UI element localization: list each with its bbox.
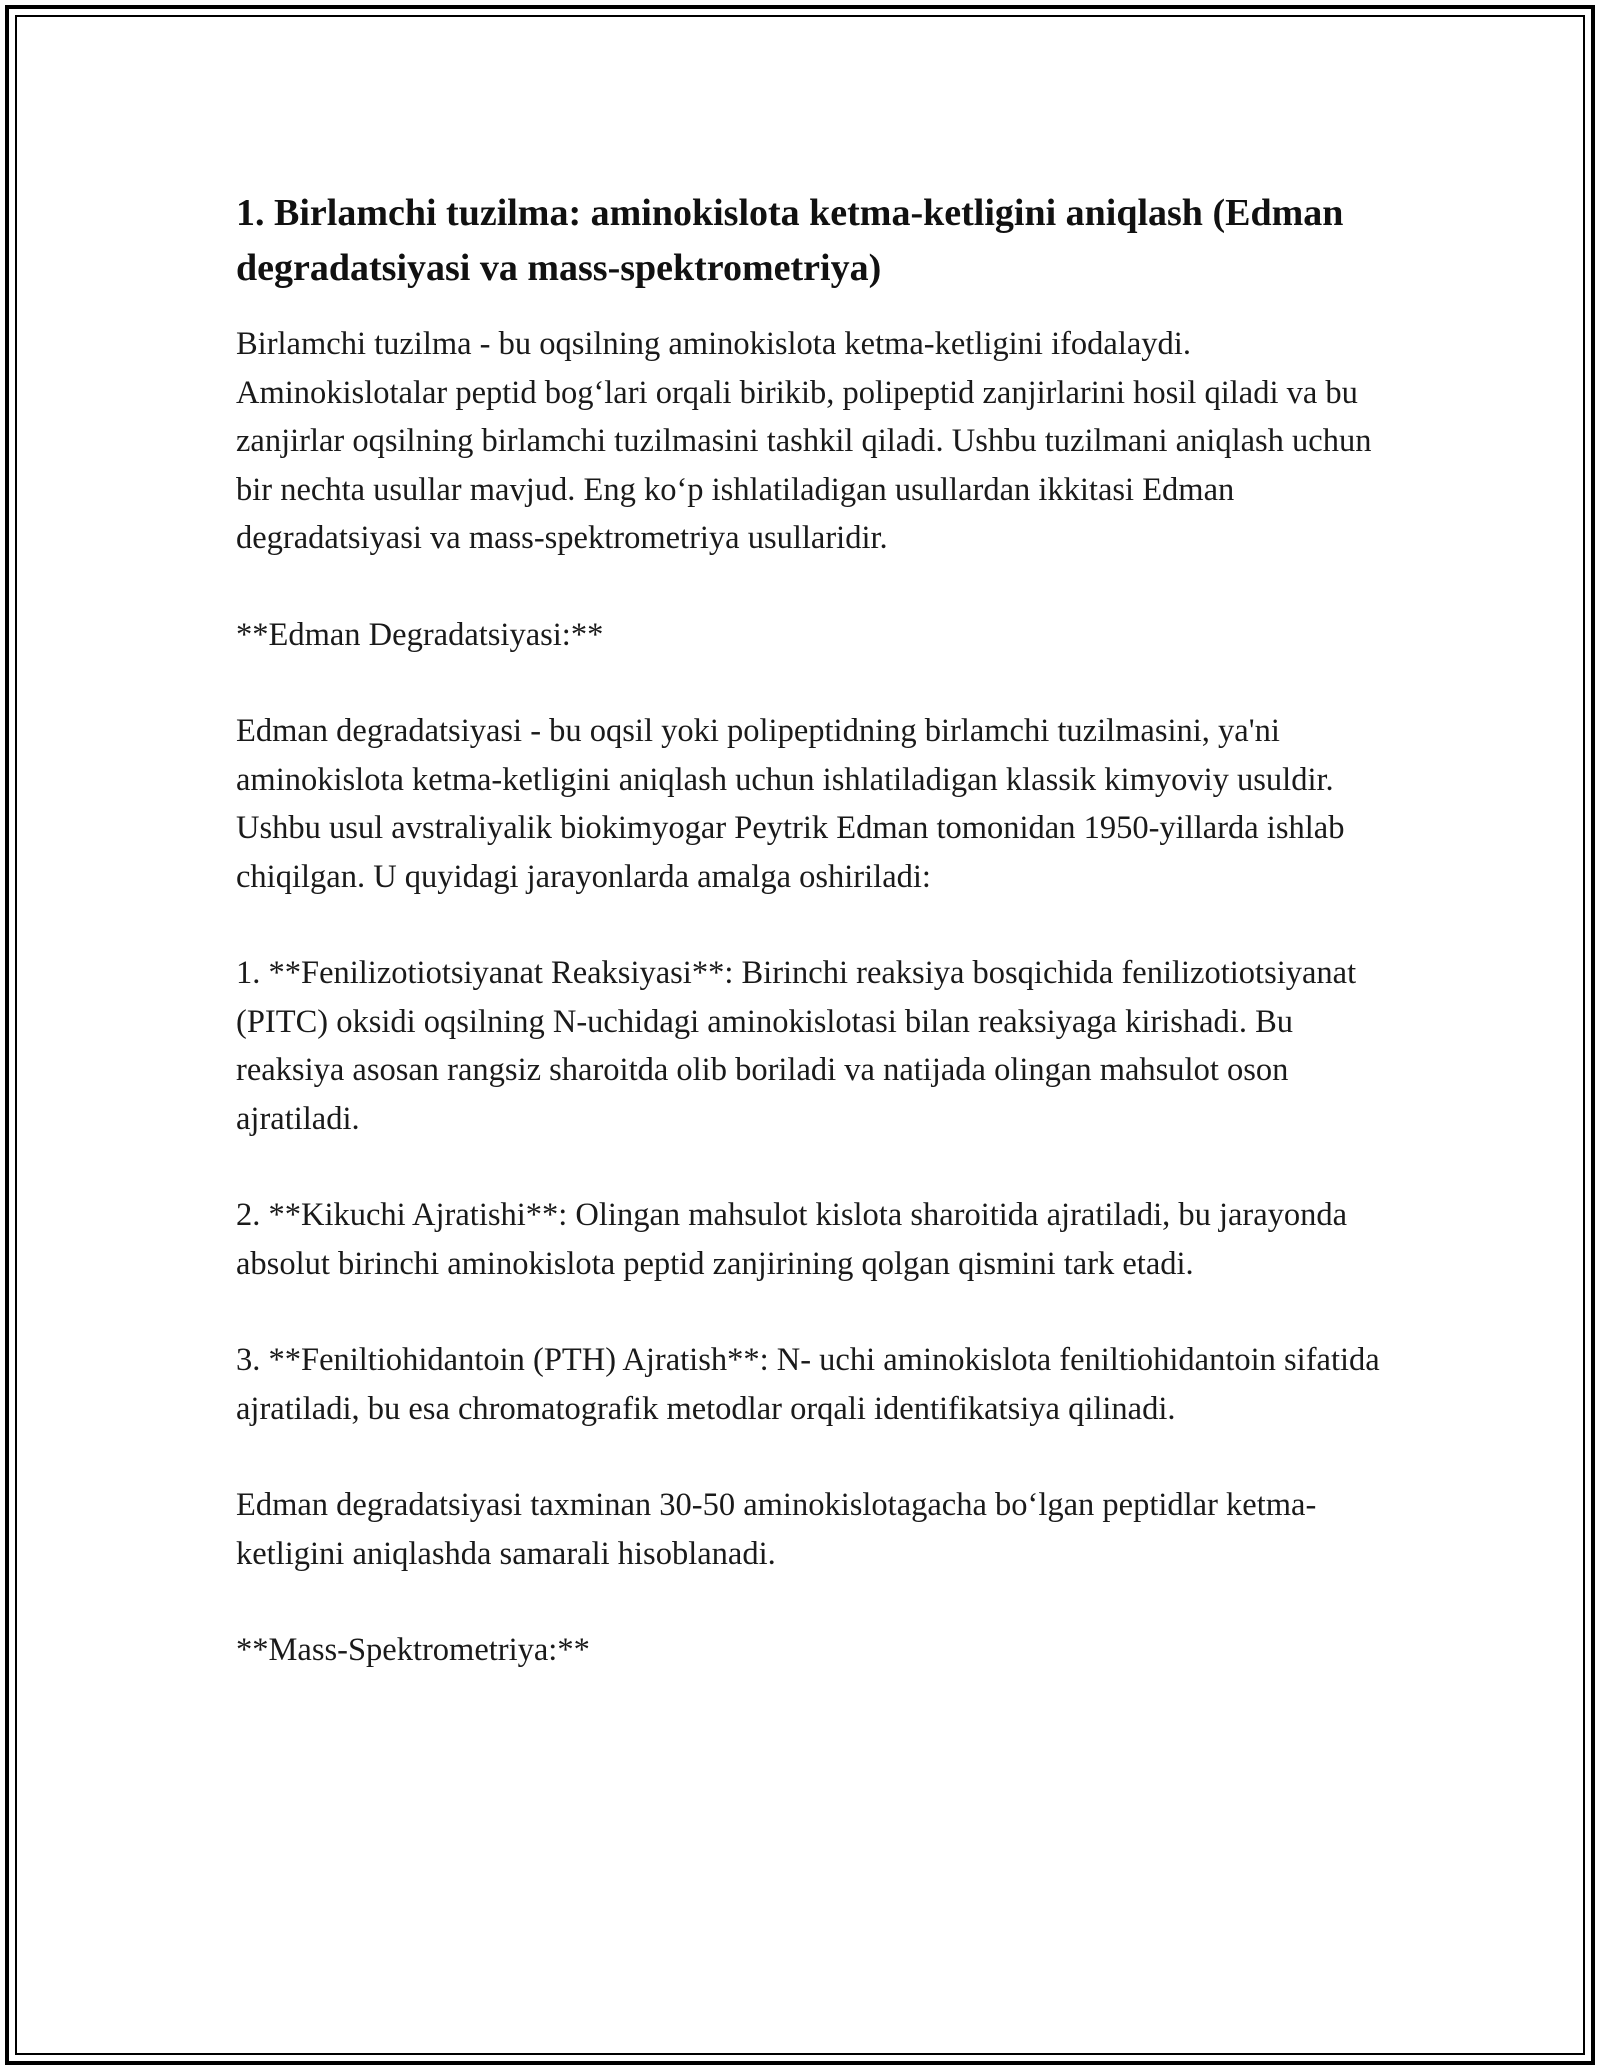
section-title: 1. Birlamchi tuzilma: aminokislota ketma-ketligini aniqlash (Edman degradatsiyasi va mass-spektrometriya)	[236, 192, 1344, 289]
document-body	[236, 186, 1386, 1723]
list-item-step-1: 1. **Fenilizotiotsiyanat Reaksiyasi**: Birinchi reaksiya bosqichida fenilizotiotsiyanat (PITC) oksidi oqsilning N-uchidagi aminokislotasi bilan reaksiyaga kirishadi. Bu reaksiya asosan rangsiz sharoitda olib boriladi va natijada olingan mahsulot oson ajratiladi.	[236, 955, 1357, 1137]
list-item-step-2: 2. **Kikuchi Ajratishi**: Olingan mahsulot kislota sharoitida ajratiladi, bu jarayonda absolut birinchi aminokislota peptid zanjirining qolgan qismini tark etadi.	[236, 1197, 1348, 1282]
list-item-step-3: 3. **Feniltiohidantoin (PTH) Ajratish**: N- uchi aminokislota feniltiohidantoin sifatida ajratiladi, bu esa chromatografik metodlar orqali identifikatsiya qilinadi.	[236, 1342, 1380, 1427]
paragraph-edman-summary: Edman degradatsiyasi taxminan 30-50 aminokislotagacha bo‘lgan peptidlar ketma-ketligini aniqlashda samarali hisoblanadi.	[236, 1487, 1317, 1572]
paragraph-edman-description: Edman degradatsiyasi - bu oqsil yoki polipeptidning birlamchi tuzilmasini, ya'ni aminokislota ketma-ketligini aniqlash uchun ishlatiladigan klassik kimyoviy usuldir. Ushbu usul avstraliyalik biokimyogar Peytrik Edman tomonidan 1950-yillarda ishlab chiqilgan. U quyidagi jarayonlarda amalga oshiriladi:	[236, 713, 1345, 895]
heading-edman: **Edman Degradatsiyasi:**	[236, 616, 604, 653]
paragraph-intro: Birlamchi tuzilma - bu oqsilning aminokislota ketma-ketligini ifodalaydi. Aminokislotalar peptid bog‘lari orqali birikib, polipeptid zanjirlarini hosil qiladi va bu zanjirlar oqsilning birlamchi tuzilmasini tashkil qiladi. Ushbu tuzilmani aniqlash uchun bir nechta usullar mavjud. Eng ko‘p ishlatiladigan usullardan ikkitasi Edman degradatsiyasi va mass-spektrometriya usullaridir.	[236, 326, 1372, 556]
heading-mass-spectrometry: **Mass-Spektrometriya:**	[236, 1632, 590, 1668]
